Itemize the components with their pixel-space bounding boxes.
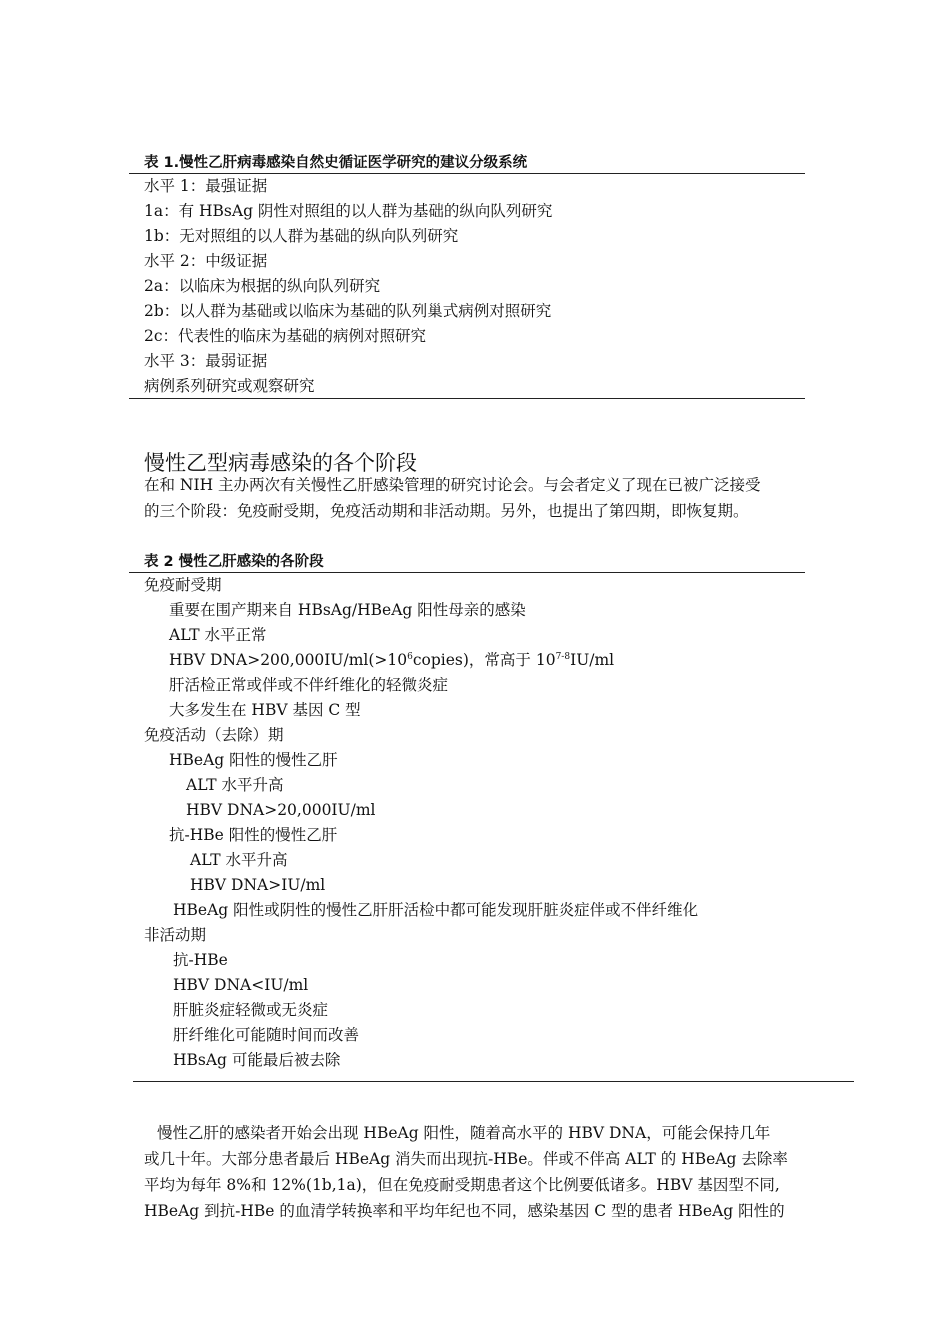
- hbv-dna-text-b: copies)，常高于 10: [412, 651, 556, 669]
- table2-caption: 表 2 慢性乙肝感染的各阶段: [144, 554, 324, 570]
- table2-item: 大多发生在 HBV 基因 C 型: [169, 701, 361, 719]
- table1-row: 1a：有 HBsAg 阴性对照组的以人群为基础的纵向队列研究: [144, 202, 553, 220]
- table2-item: ALT 水平升高: [190, 851, 288, 869]
- table1-row: 病例系列研究或观察研究: [144, 377, 315, 395]
- table2-item: ALT 水平正常: [169, 626, 267, 644]
- table1-row: 水平 2：中级证据: [144, 252, 268, 270]
- table1-row: 2a：以临床为根据的纵向队列研究: [144, 277, 381, 295]
- body-line: 或几十年。大部分患者最后 HBeAg 消失而出现抗-HBe。伴或不伴高 ALT 的 HBeAg 去除率: [144, 1150, 788, 1168]
- table2-item: HBV DNA<IU/ml: [173, 976, 309, 994]
- table2-item: 肝纤维化可能随时间而改善: [173, 1026, 360, 1044]
- section-heading: 慢性乙型病毒感染的各个阶段: [144, 451, 417, 475]
- hbv-dna-text-c: IU/ml: [570, 651, 615, 669]
- body-line: 平均为每年 8%和 12%(1b,1a)，但在免疫耐受期患者这个比例要低诸多。HBV 基因型不同,: [144, 1176, 780, 1194]
- table2-item: 肝脏炎症轻微或无炎症: [173, 1001, 329, 1019]
- table2-subheading: 抗-HBe 阳性的慢性乙肝: [169, 826, 338, 844]
- table1-row: 2c：代表性的临床为基础的病例对照研究: [144, 327, 427, 345]
- table2-item-hbv-dna: [169, 648, 614, 673]
- table2-item: ALT 水平升高: [186, 776, 284, 794]
- table1-row: 2b：以人群为基础或以临床为基础的队列巢式病例对照研究: [144, 302, 552, 320]
- table1-row: 水平 3：最弱证据: [144, 352, 268, 370]
- phase-immune-active: 免疫活动（去除）期: [144, 726, 284, 744]
- exponent-7-8: 7-8: [555, 652, 571, 662]
- phase-immune-tolerant: 免疫耐受期: [144, 576, 222, 594]
- body-line: 慢性乙肝的感染者开始会出现 HBeAg 阳性，随着高水平的 HBV DNA，可能会保持几年: [157, 1124, 771, 1142]
- table2-item: HBeAg 阳性或阴性的慢性乙肝肝活检中都可能发现肝脏炎症伴或不伴纤维化: [173, 901, 699, 919]
- table2-top-rule: [129, 572, 805, 573]
- table2-item: HBV DNA>IU/ml: [190, 876, 326, 894]
- body-line: HBeAg 到抗-HBe 的血清学转换率和平均年纪也不同，感染基因 C 型的患者 HBeAg 阳性的: [144, 1202, 785, 1220]
- table1-bottom-rule: [129, 398, 805, 399]
- intro-line: 的三个阶段：免疫耐受期，免疫活动期和非活动期。另外，也提出了第四期，即恢复期。: [144, 502, 749, 520]
- intro-line: 在和 NIH 主办两次有关慢性乙肝感染管理的研究讨论会。与会者定义了现在已被广泛接受: [144, 476, 761, 494]
- table2-item: HBV DNA>20,000IU/ml: [186, 801, 376, 819]
- body-paragraph: [144, 1120, 788, 1224]
- table1-row: 水平 1：最强证据: [144, 177, 268, 195]
- table2-subheading: HBeAg 阳性的慢性乙肝: [169, 751, 338, 769]
- table2-item: 重要在围产期来自 HBsAg/HBeAg 阳性母亲的感染: [169, 601, 526, 619]
- hbv-dna-text-a: HBV DNA>200,000IU/ml(>10: [169, 651, 408, 669]
- table2-item: 肝活检正常或伴或不伴纤维化的轻微炎症: [169, 676, 449, 694]
- table1-row: 1b：无对照组的以人群为基础的纵向队列研究: [144, 227, 459, 245]
- phase-inactive: 非活动期: [144, 926, 207, 944]
- table2-bottom-rule: [133, 1081, 854, 1082]
- table1-caption: 表 1.慢性乙肝病毒感染自然史循证医学研究的建议分级系统: [144, 155, 528, 171]
- section-intro: [144, 472, 761, 524]
- table2-item: HBsAg 可能最后被去除: [173, 1051, 341, 1069]
- exponent-6: 6: [407, 652, 413, 662]
- table2-item: 抗-HBe: [173, 951, 228, 969]
